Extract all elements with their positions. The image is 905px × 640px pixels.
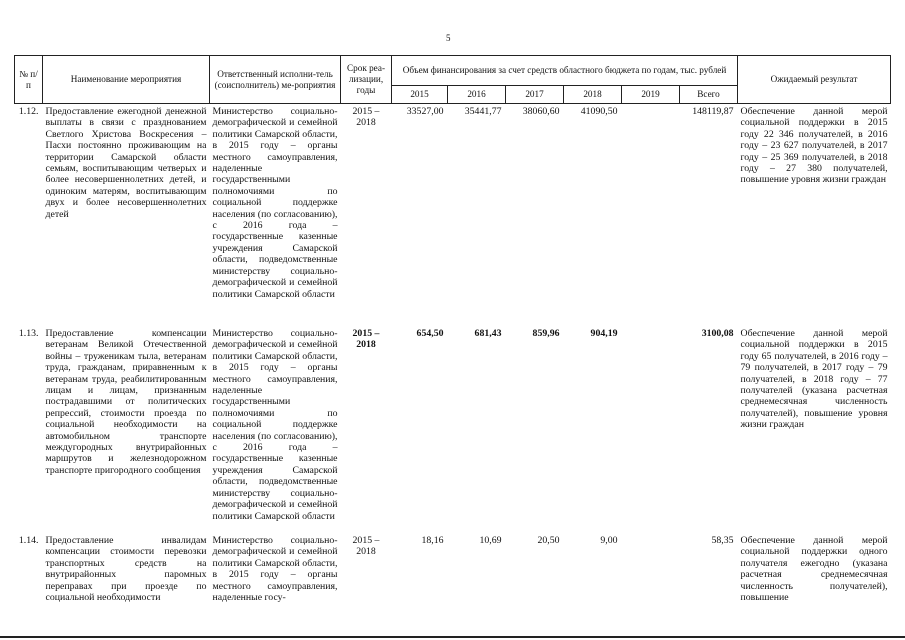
header-no: № п/п — [15, 56, 43, 104]
amount-2018: 41090,50 — [580, 106, 618, 117]
bottom-divider — [0, 636, 905, 638]
measure-name: Предоставление ежегодной денежной выплаты в связи с празднованием Светлого Христова Воскресения – Пасхи постоянно проживающим на территории Самарской области семьям, воспитывающим четверых и более несовершеннолетних детей, и одиноким матерям, воспитывающим двух и более несовершеннолетних детей — [45, 106, 207, 220]
expected-result: Обеспечение данной мерой социальной поддержки в 2015 году 65 получателей, в 2016 году – 79 получателей, в 2017 году – 79 получателей, в 2018 году – 77 получателей (указана расчетная среднемесячная численность получателей), повышение уровня жизни граждан — [740, 328, 888, 431]
row-number: 1.12. — [18, 106, 39, 117]
responsible-executor: Министерство социально-демографической и семейной политики Самарской области, в 2015 году – органы местного самоуправления, наделенные государственными полномочиями по социальной поддержке населения (по согласованию), с 2016 года – государственные казенные учреждения Самарской области, подведомственные министерству социально-демографической и семейной политики Самарской области — [212, 106, 338, 300]
implementation-period: 2015 – 2018 — [352, 535, 380, 558]
measure-name: Предоставление компенсации ветеранам Великой Отечественной войны – труженикам тыла, ветеранам труда, гражданам, приравненным к ветеранам труда, реабилитированным лицам и лицам, признанным пострадавшими от политических репрессий, стоимости проезда по социальной необходимости на автомобильном транспорте междугородных внутрирайонных маршрутов и железнодорожном транспорте пригородного сообщения — [45, 328, 207, 476]
table-row — [15, 104, 891, 327]
header-name: Наименование мероприятия — [43, 56, 210, 104]
responsible-executor: Министерство социально-демографической и семейной политики Самарской области, в 2015 году – органы местного самоуправления, наделенные государственными полномочиями по социальной поддержке населения (по согласованию), с 2016 года – государственные казенные учреждения Самарской области, подведомственные министерству социально-демографической и семейной политики Самарской области — [212, 328, 338, 522]
header-year-2018: 2018 — [564, 86, 622, 104]
implementation-period: 2015 – 2018 — [352, 328, 380, 351]
amount-2018: 9,00 — [600, 535, 618, 546]
measure-name: Предоставление инвалидам компенсации стоимости перевозки транспортных средств на внутрирайонных паромных переправах при проезде по социальной необходимости — [45, 535, 207, 604]
expected-result: Обеспечение данной мерой социальной поддержки одного получателя ежегодно (указана расчетная среднемесячная численность получателей), повышение — [740, 535, 888, 604]
row-number: 1.14. — [18, 535, 39, 546]
header-year-2017: 2017 — [506, 86, 564, 104]
header-year-2016: 2016 — [448, 86, 506, 104]
amount-2016: 681,43 — [474, 328, 502, 339]
amount-2016: 10,69 — [479, 535, 502, 546]
amount-2018: 904,19 — [590, 328, 618, 339]
amount-2015: 33527,00 — [406, 106, 444, 117]
header-responsible: Ответственный исполни-тель (соисполнитель) ме-роприятия — [210, 56, 341, 104]
responsible-executor: Министерство социально-демографической и семейной политики Самарской области, в 2015 году – органы местного самоуправления, наделенные госу- — [212, 535, 338, 604]
table-row — [15, 326, 891, 533]
amount-2016: 35441,77 — [464, 106, 502, 117]
header-result: Ожидаемый результат — [738, 56, 891, 104]
expected-result: Обеспечение данной мерой социальной поддержки в 2015 году 22 346 получателей, в 2016 году – 23 627 получателей, в 2017 году – 25 369 получателей, в 2018 году – 27 380 получателей, повышение уровня жизни граждан — [740, 106, 888, 186]
amount-2019 — [622, 326, 680, 533]
row-number: 1.13. — [18, 328, 39, 339]
amount-total: 3100,08 — [701, 328, 734, 339]
amount-total: 148119,87 — [692, 106, 734, 117]
header-period: Срок реа-лизации, годы — [341, 56, 392, 104]
header-year-2019: 2019 — [622, 86, 680, 104]
table-row — [15, 533, 891, 635]
amount-2019 — [622, 533, 680, 635]
amount-2017: 20,50 — [537, 535, 560, 546]
amount-2017: 859,96 — [532, 328, 560, 339]
amount-2015: 654,50 — [416, 328, 444, 339]
amount-2017: 38060,60 — [522, 106, 560, 117]
implementation-period: 2015 – 2018 — [352, 106, 380, 129]
amount-total: 58,35 — [711, 535, 734, 546]
header-total: Всего — [680, 86, 738, 104]
header-year-2015: 2015 — [392, 86, 448, 104]
page-number: 5 — [446, 33, 451, 43]
amount-2019 — [622, 104, 680, 327]
header-funding: Объем финансирования за счет средств областного бюджета по годам, тыс. рублей — [392, 56, 738, 86]
amount-2015: 18,16 — [421, 535, 444, 546]
program-table — [14, 55, 891, 635]
